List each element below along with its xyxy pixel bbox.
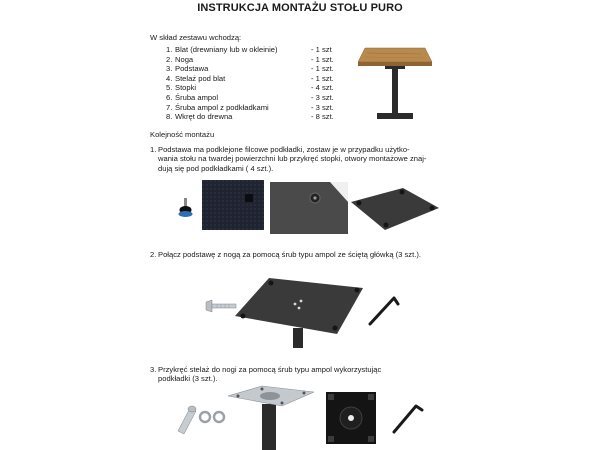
kit-item: 6. Śruba ampol - 3 szt. <box>166 92 334 102</box>
table-illustration <box>355 42 435 126</box>
frame-on-leg-image <box>228 384 314 450</box>
ampol-bolt-with-washer-image <box>176 405 198 435</box>
kit-item: 4. Stelaż pod blat - 1 szt. <box>166 73 334 83</box>
leg-image <box>293 328 303 348</box>
kit-item: 5. Stopki - 4 szt. <box>166 83 334 93</box>
kit-item: 3. Podstawa - 1 szt. <box>166 64 334 74</box>
kit-item: 1. Blat (drewniany lub w okleinie) - 1 szt <box>166 45 332 54</box>
table-frame-image <box>385 66 405 69</box>
table-top-edge <box>358 62 432 66</box>
step-3-text: 3. Przykręć stelaż do nogi za pomocą śrub typu ampol wykorzystując podkładki (3 szt.). <box>150 365 382 384</box>
kit-item: 2. Noga - 1 szt. <box>166 54 334 64</box>
base-plate-image <box>345 186 440 232</box>
kit-heading: W skład zestawu wchodzą: <box>150 33 242 42</box>
base-corner-image <box>270 182 348 234</box>
base-plate-top-image <box>235 278 363 334</box>
table-leg-image <box>392 69 398 113</box>
step-1-text: 1. Podstawa ma podklejone filcowe podkładki, zostaw je w przypadku użytko- wania stołu na twardej powierzchni lub przykręć stopki, otwory montażowe znaj- dują się pod podkładkami ( 4 szt.). <box>150 145 427 173</box>
kit-item: 7. Śruba ampol z podkładkami - 3 szt. <box>166 102 334 112</box>
kit-list <box>166 45 366 122</box>
foot-stopper-image <box>175 196 197 220</box>
allen-key-2-image <box>390 398 424 438</box>
assembly-order-heading: Kolejność montażu <box>150 130 215 139</box>
table-top-image <box>358 48 432 62</box>
document-title: INSTRUKCJA MONTAŻU STOŁU PURO <box>197 2 403 14</box>
felt-pad-image <box>202 180 264 230</box>
frame-underside-image <box>326 392 376 444</box>
allen-key-image <box>366 290 400 330</box>
table-base-image <box>377 113 413 119</box>
washers-image <box>198 410 226 424</box>
step-2-text: 2. Połącz podstawę z nogą za pomocą śrub typu ampol ze ściętą główką (3 szt.). <box>150 250 421 259</box>
kit-item: 8. Wkręt do drewna - 8 szt. <box>166 112 334 122</box>
base-with-leg-image <box>233 276 367 348</box>
leg-upper-image <box>262 404 276 450</box>
